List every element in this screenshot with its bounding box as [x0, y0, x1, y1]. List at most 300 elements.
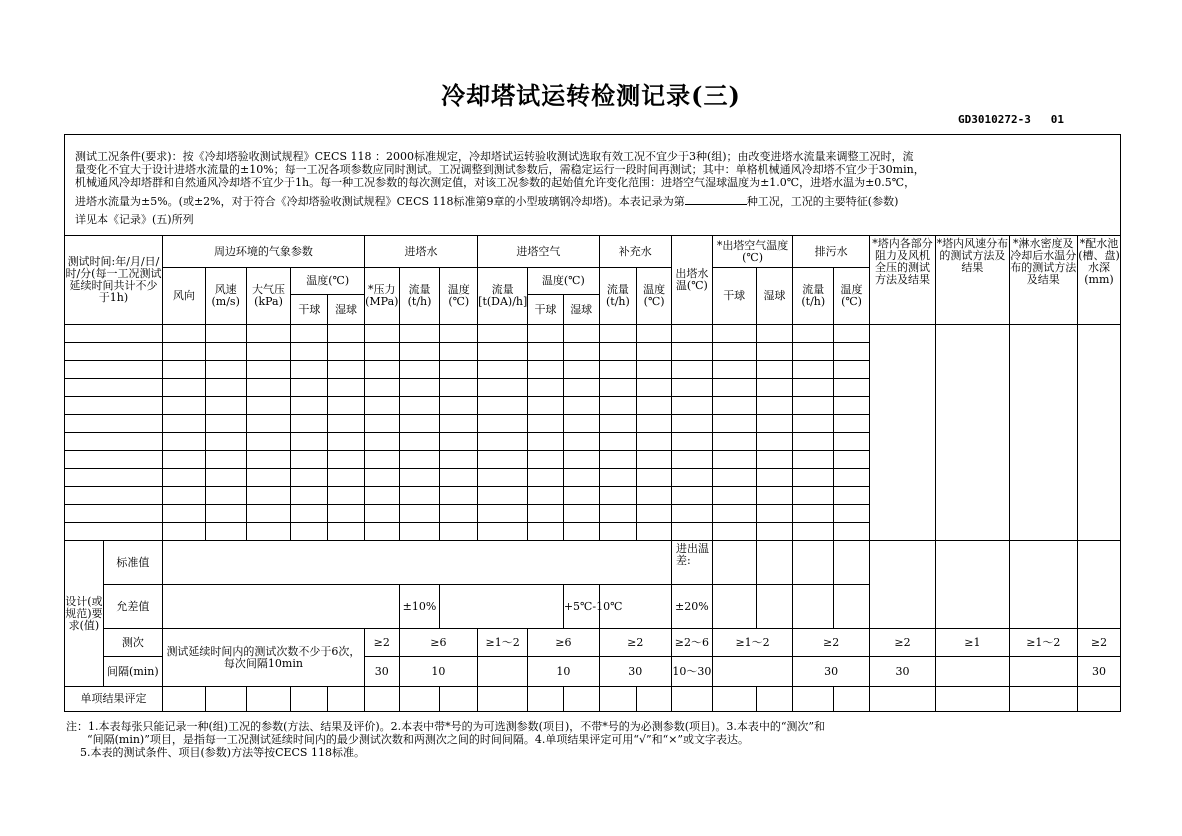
- entry-cell[interactable]: [364, 469, 399, 487]
- entry-cell[interactable]: [440, 505, 478, 523]
- entry-cell[interactable]: [712, 415, 756, 433]
- result-cell[interactable]: [528, 687, 564, 712]
- entry-cell[interactable]: [671, 433, 712, 451]
- entry-cell[interactable]: [756, 487, 793, 505]
- entry-cell[interactable]: [712, 451, 756, 469]
- count-inlet-water: ≥6: [399, 629, 478, 657]
- entry-cell[interactable]: [793, 343, 834, 361]
- result-cell[interactable]: [869, 687, 935, 712]
- entry-cell[interactable]: [528, 379, 564, 397]
- entry-cell[interactable]: [834, 505, 870, 523]
- entry-cell[interactable]: [671, 343, 712, 361]
- header-test-time: 测试时间:年/月/日/时/分(每一工况测试延续时间共计不少于1h): [65, 236, 163, 325]
- entry-cell[interactable]: [756, 505, 793, 523]
- entry-cell[interactable]: [599, 487, 637, 505]
- entry-cell[interactable]: [291, 397, 328, 415]
- entry-cell[interactable]: [712, 397, 756, 415]
- entry-cell[interactable]: [440, 325, 478, 343]
- result-cell[interactable]: [205, 687, 246, 712]
- entry-cell[interactable]: [399, 451, 440, 469]
- entry-cell[interactable]: [205, 379, 246, 397]
- entry-cell[interactable]: [328, 397, 365, 415]
- entry-cell[interactable]: [399, 469, 440, 487]
- entry-cell[interactable]: [528, 469, 564, 487]
- entry-cell[interactable]: [793, 415, 834, 433]
- entry-cell[interactable]: [637, 343, 672, 361]
- entry-cell[interactable]: [205, 397, 246, 415]
- time-entry-cell[interactable]: [65, 505, 163, 523]
- entry-cell[interactable]: [162, 469, 205, 487]
- conditions-line-1: 测试工况条件(要求)：按《冷却塔验收测试规程》CECS 118 ：2000标准规定，冷却塔试运转验收测试选取有效工况不宜少于3种(组)；由改变进塔水流量来调整工况时，流: [75, 150, 914, 163]
- time-entry-cell[interactable]: [65, 397, 163, 415]
- header-resistance: *塔内各部分阻力及风机全压的测试方法及结果: [869, 236, 935, 325]
- entry-cell[interactable]: [563, 505, 599, 523]
- entry-cell[interactable]: [671, 469, 712, 487]
- entry-cell[interactable]: [328, 469, 365, 487]
- interval-outlet-temp: 10～30: [671, 657, 712, 687]
- entry-cell[interactable]: [599, 397, 637, 415]
- entry-cell[interactable]: [328, 505, 365, 523]
- result-cell[interactable]: [756, 687, 793, 712]
- entry-cell[interactable]: [399, 325, 440, 343]
- header-outlet-wet: 湿球: [756, 268, 793, 325]
- entry-cell[interactable]: [756, 415, 793, 433]
- entry-cell[interactable]: [246, 487, 291, 505]
- header-outlet-dry: 干球: [712, 268, 756, 325]
- allowable-makeup: ±20%: [671, 585, 712, 629]
- entry-cell[interactable]: [291, 343, 328, 361]
- std-cell[interactable]: [756, 541, 793, 585]
- entry-cell[interactable]: [328, 361, 365, 379]
- result-cell[interactable]: [440, 687, 478, 712]
- std-cell[interactable]: [712, 541, 756, 585]
- method-entry-cell[interactable]: [1077, 325, 1120, 541]
- count-resistance: ≥2: [869, 629, 935, 657]
- entry-cell[interactable]: [440, 397, 478, 415]
- entry-cell[interactable]: [793, 469, 834, 487]
- allowable-flow: ±10%: [399, 585, 440, 629]
- entry-cell[interactable]: [246, 415, 291, 433]
- entry-cell[interactable]: [205, 469, 246, 487]
- entry-cell[interactable]: [291, 361, 328, 379]
- result-cell[interactable]: [637, 687, 672, 712]
- entry-cell[interactable]: [364, 343, 399, 361]
- result-cell[interactable]: [162, 687, 205, 712]
- entry-cell[interactable]: [528, 451, 564, 469]
- entry-cell[interactable]: [671, 523, 712, 541]
- entry-cell[interactable]: [834, 487, 870, 505]
- entry-cell[interactable]: [599, 361, 637, 379]
- allow-cell[interactable]: [793, 585, 834, 629]
- result-cell[interactable]: [793, 687, 834, 712]
- entry-cell[interactable]: [328, 325, 365, 343]
- header-atm-pressure: 大气压(kPa): [246, 268, 291, 325]
- header-blowdown: 排污水: [793, 236, 870, 268]
- entry-cell[interactable]: [793, 451, 834, 469]
- entry-cell[interactable]: [599, 325, 637, 343]
- entry-cell[interactable]: [162, 523, 205, 541]
- entry-cell[interactable]: [478, 379, 528, 397]
- entry-cell[interactable]: [756, 523, 793, 541]
- entry-cell[interactable]: [478, 487, 528, 505]
- entry-cell[interactable]: [671, 415, 712, 433]
- entry-cell[interactable]: [528, 397, 564, 415]
- entry-cell[interactable]: [528, 523, 564, 541]
- time-entry-cell[interactable]: [65, 487, 163, 505]
- entry-cell[interactable]: [478, 343, 528, 361]
- entry-cell[interactable]: [637, 505, 672, 523]
- entry-cell[interactable]: [712, 523, 756, 541]
- entry-cell[interactable]: [793, 505, 834, 523]
- header-env-dry: 干球: [291, 295, 328, 325]
- entry-cell[interactable]: [563, 433, 599, 451]
- entry-cell[interactable]: [162, 505, 205, 523]
- entry-cell[interactable]: [440, 433, 478, 451]
- entry-cell[interactable]: [528, 343, 564, 361]
- entry-cell[interactable]: [364, 379, 399, 397]
- result-cell[interactable]: [364, 687, 399, 712]
- std-cell[interactable]: [1009, 541, 1077, 629]
- entry-cell[interactable]: [364, 451, 399, 469]
- interval-wind-blank[interactable]: [936, 657, 1009, 687]
- entry-cell[interactable]: [528, 505, 564, 523]
- entry-cell[interactable]: [399, 397, 440, 415]
- entry-cell[interactable]: [756, 379, 793, 397]
- interval-outlet-air-blank[interactable]: [712, 657, 793, 687]
- entry-cell[interactable]: [291, 523, 328, 541]
- entry-cell[interactable]: [599, 451, 637, 469]
- entry-cell[interactable]: [712, 379, 756, 397]
- std-cell[interactable]: [869, 541, 935, 629]
- entry-cell[interactable]: [528, 415, 564, 433]
- allowable-blank-inlet[interactable]: [440, 585, 563, 629]
- entry-cell[interactable]: [440, 361, 478, 379]
- entry-cell[interactable]: [291, 415, 328, 433]
- allow-cell[interactable]: [712, 585, 756, 629]
- entry-cell[interactable]: [162, 343, 205, 361]
- method-entry-cell[interactable]: [936, 325, 1009, 541]
- entry-cell[interactable]: [756, 451, 793, 469]
- entry-cell[interactable]: [205, 415, 246, 433]
- entry-cell[interactable]: [834, 397, 870, 415]
- allow-cell[interactable]: [756, 585, 793, 629]
- entry-cell[interactable]: [440, 415, 478, 433]
- std-cell[interactable]: [1077, 541, 1120, 629]
- entry-cell[interactable]: [291, 451, 328, 469]
- result-cell[interactable]: [291, 687, 328, 712]
- entry-cell[interactable]: [478, 415, 528, 433]
- entry-cell[interactable]: [399, 343, 440, 361]
- entry-cell[interactable]: [328, 523, 365, 541]
- entry-cell[interactable]: [671, 361, 712, 379]
- duration-note: 测试延续时间内的测试次数不少于6次，每次间隔10min: [162, 629, 364, 687]
- entry-cell[interactable]: [399, 505, 440, 523]
- entry-cell[interactable]: [637, 451, 672, 469]
- entry-cell[interactable]: [563, 397, 599, 415]
- entry-cell[interactable]: [162, 415, 205, 433]
- entry-cell[interactable]: [834, 361, 870, 379]
- entry-cell[interactable]: [712, 325, 756, 343]
- entry-cell[interactable]: [599, 523, 637, 541]
- entry-cell[interactable]: [637, 415, 672, 433]
- count-inlet-pressure: ≥2: [364, 629, 399, 657]
- entry-cell[interactable]: [478, 505, 528, 523]
- time-entry-cell[interactable]: [65, 523, 163, 541]
- entry-cell[interactable]: [599, 469, 637, 487]
- time-entry-cell[interactable]: [65, 361, 163, 379]
- entry-cell[interactable]: [162, 325, 205, 343]
- entry-cell[interactable]: [291, 433, 328, 451]
- entry-cell[interactable]: [637, 379, 672, 397]
- entry-cell[interactable]: [756, 433, 793, 451]
- entry-cell[interactable]: [328, 415, 365, 433]
- interval-label: 间隔(min): [103, 657, 162, 687]
- time-entry-cell[interactable]: [65, 433, 163, 451]
- allow-cell[interactable]: [834, 585, 870, 629]
- entry-cell[interactable]: [834, 325, 870, 343]
- footnotes: [66, 720, 825, 759]
- entry-cell[interactable]: [364, 325, 399, 343]
- entry-cell[interactable]: [246, 361, 291, 379]
- entry-cell[interactable]: [793, 379, 834, 397]
- entry-cell[interactable]: [205, 505, 246, 523]
- entry-cell[interactable]: [440, 379, 478, 397]
- entry-cell[interactable]: [440, 451, 478, 469]
- entry-cell[interactable]: [834, 433, 870, 451]
- result-cell[interactable]: [712, 687, 756, 712]
- entry-cell[interactable]: [834, 379, 870, 397]
- entry-cell[interactable]: [712, 469, 756, 487]
- interval-air-flow-blank[interactable]: [478, 657, 528, 687]
- entry-cell[interactable]: [246, 451, 291, 469]
- entry-cell[interactable]: [162, 487, 205, 505]
- entry-cell[interactable]: [478, 361, 528, 379]
- entry-cell[interactable]: [637, 523, 672, 541]
- entry-cell[interactable]: [399, 361, 440, 379]
- entry-cell[interactable]: [328, 451, 365, 469]
- entry-cell[interactable]: [478, 397, 528, 415]
- entry-cell[interactable]: [712, 505, 756, 523]
- entry-cell[interactable]: [246, 343, 291, 361]
- temp-diff-label: 进出温差:: [671, 541, 712, 585]
- entry-cell[interactable]: [712, 343, 756, 361]
- entry-cell[interactable]: [399, 433, 440, 451]
- result-cell[interactable]: [936, 687, 1009, 712]
- entry-cell[interactable]: [528, 487, 564, 505]
- entry-cell[interactable]: [793, 487, 834, 505]
- time-entry-cell[interactable]: [65, 325, 163, 343]
- entry-cell[interactable]: [712, 433, 756, 451]
- entry-cell[interactable]: [478, 451, 528, 469]
- entry-cell[interactable]: [637, 433, 672, 451]
- entry-cell[interactable]: [328, 433, 365, 451]
- entry-cell[interactable]: [246, 397, 291, 415]
- entry-cell[interactable]: [440, 343, 478, 361]
- entry-cell[interactable]: [712, 487, 756, 505]
- entry-cell[interactable]: [440, 523, 478, 541]
- entry-cell[interactable]: [637, 361, 672, 379]
- entry-cell[interactable]: [671, 379, 712, 397]
- entry-cell[interactable]: [671, 325, 712, 343]
- entry-cell[interactable]: [291, 469, 328, 487]
- entry-cell[interactable]: [246, 469, 291, 487]
- entry-cell[interactable]: [793, 325, 834, 343]
- entry-cell[interactable]: [637, 469, 672, 487]
- entry-cell[interactable]: [399, 415, 440, 433]
- result-cell[interactable]: [246, 687, 291, 712]
- document-title: 冷却塔试运转检测记录(三): [441, 81, 741, 110]
- entry-cell[interactable]: [563, 379, 599, 397]
- allowable-blank-env[interactable]: [162, 585, 399, 629]
- time-entry-cell[interactable]: [65, 415, 163, 433]
- entry-cell[interactable]: [440, 487, 478, 505]
- entry-cell[interactable]: [599, 505, 637, 523]
- entry-cell[interactable]: [563, 343, 599, 361]
- entry-cell[interactable]: [599, 379, 637, 397]
- entry-cell[interactable]: [563, 325, 599, 343]
- entry-cell[interactable]: [563, 469, 599, 487]
- entry-cell[interactable]: [834, 451, 870, 469]
- entry-cell[interactable]: [637, 487, 672, 505]
- entry-cell[interactable]: [328, 343, 365, 361]
- entry-cell[interactable]: [364, 505, 399, 523]
- result-cell[interactable]: [834, 687, 870, 712]
- time-entry-cell[interactable]: [65, 379, 163, 397]
- result-cell[interactable]: [328, 687, 365, 712]
- entry-cell[interactable]: [793, 361, 834, 379]
- entry-cell[interactable]: [756, 325, 793, 343]
- entry-cell[interactable]: [671, 487, 712, 505]
- entry-cell[interactable]: [528, 325, 564, 343]
- result-cell[interactable]: [671, 687, 712, 712]
- entry-cell[interactable]: [478, 523, 528, 541]
- entry-cell[interactable]: [756, 397, 793, 415]
- entry-cell[interactable]: [528, 433, 564, 451]
- entry-cell[interactable]: [246, 379, 291, 397]
- entry-cell[interactable]: [205, 361, 246, 379]
- entry-cell[interactable]: [834, 415, 870, 433]
- entry-cell[interactable]: [364, 397, 399, 415]
- result-cell[interactable]: [563, 687, 599, 712]
- entry-cell[interactable]: [246, 433, 291, 451]
- header-blowdown-flow: 流量(t/h): [793, 268, 834, 325]
- entry-cell[interactable]: [671, 397, 712, 415]
- entry-cell[interactable]: [246, 505, 291, 523]
- entry-cell[interactable]: [756, 343, 793, 361]
- entry-cell[interactable]: [205, 451, 246, 469]
- result-cell[interactable]: [1077, 687, 1120, 712]
- header-wind-speed: 风速(m/s): [205, 268, 246, 325]
- header-wind-distribution: *塔内风速分布的测试方法及结果: [936, 236, 1009, 325]
- entry-cell[interactable]: [328, 379, 365, 397]
- time-entry-cell[interactable]: [65, 343, 163, 361]
- entry-cell[interactable]: [671, 451, 712, 469]
- entry-cell[interactable]: [834, 523, 870, 541]
- std-cell[interactable]: [936, 541, 1009, 629]
- result-cell[interactable]: [399, 687, 440, 712]
- entry-cell[interactable]: [205, 487, 246, 505]
- count-spray-density: ≥1～2: [1009, 629, 1077, 657]
- std-cell[interactable]: [834, 541, 870, 585]
- entry-cell[interactable]: [478, 433, 528, 451]
- entry-cell[interactable]: [291, 505, 328, 523]
- entry-cell[interactable]: [563, 523, 599, 541]
- entry-cell[interactable]: [162, 361, 205, 379]
- standard-values-blank[interactable]: [162, 541, 671, 585]
- entry-cell[interactable]: [162, 379, 205, 397]
- entry-cell[interactable]: [246, 325, 291, 343]
- entry-cell[interactable]: [599, 343, 637, 361]
- entry-cell[interactable]: [364, 361, 399, 379]
- entry-cell[interactable]: [364, 433, 399, 451]
- entry-cell[interactable]: [291, 487, 328, 505]
- entry-cell[interactable]: [834, 469, 870, 487]
- entry-cell[interactable]: [563, 487, 599, 505]
- entry-cell[interactable]: [364, 415, 399, 433]
- entry-cell[interactable]: [478, 325, 528, 343]
- entry-cell[interactable]: [162, 433, 205, 451]
- count-blowdown: ≥2: [793, 629, 870, 657]
- entry-cell[interactable]: [712, 361, 756, 379]
- method-entry-cell[interactable]: [1009, 325, 1077, 541]
- entry-cell[interactable]: [205, 433, 246, 451]
- entry-cell[interactable]: [399, 379, 440, 397]
- entry-cell[interactable]: [205, 343, 246, 361]
- entry-cell[interactable]: [328, 487, 365, 505]
- entry-cell[interactable]: [599, 415, 637, 433]
- entry-cell[interactable]: [834, 343, 870, 361]
- result-cell[interactable]: [599, 687, 637, 712]
- entry-cell[interactable]: [291, 325, 328, 343]
- entry-cell[interactable]: [671, 505, 712, 523]
- entry-cell[interactable]: [563, 415, 599, 433]
- result-cell[interactable]: [478, 687, 528, 712]
- entry-cell[interactable]: [478, 469, 528, 487]
- entry-cell[interactable]: [637, 325, 672, 343]
- interval-spray-blank[interactable]: [1009, 657, 1077, 687]
- method-entry-cell[interactable]: [869, 325, 935, 541]
- entry-cell[interactable]: [563, 361, 599, 379]
- entry-cell[interactable]: [364, 487, 399, 505]
- entry-cell[interactable]: [440, 469, 478, 487]
- condition-number-blank[interactable]: [685, 194, 747, 205]
- entry-cell[interactable]: [793, 523, 834, 541]
- entry-cell[interactable]: [528, 361, 564, 379]
- std-cell[interactable]: [793, 541, 834, 585]
- entry-cell[interactable]: [756, 361, 793, 379]
- entry-cell[interactable]: [205, 523, 246, 541]
- note-line-2: “间隔(min)”项目，是指每一工况测试延续时间内的最少测试次数和两测次之间的时间间隔。4.单项结果评定可用“√”和“×”或文字表达。: [66, 733, 750, 746]
- entry-cell[interactable]: [793, 397, 834, 415]
- entry-cell[interactable]: [756, 469, 793, 487]
- entry-cell[interactable]: [793, 433, 834, 451]
- entry-cell[interactable]: [364, 523, 399, 541]
- entry-cell[interactable]: [399, 523, 440, 541]
- entry-cell[interactable]: [637, 397, 672, 415]
- time-entry-cell[interactable]: [65, 469, 163, 487]
- result-cell[interactable]: [1009, 687, 1077, 712]
- time-entry-cell[interactable]: [65, 451, 163, 469]
- entry-cell[interactable]: [599, 433, 637, 451]
- entry-cell[interactable]: [246, 523, 291, 541]
- interval-resistance: 30: [869, 657, 935, 687]
- entry-cell[interactable]: [162, 451, 205, 469]
- entry-cell[interactable]: [291, 379, 328, 397]
- entry-cell[interactable]: [205, 325, 246, 343]
- entry-cell[interactable]: [162, 397, 205, 415]
- entry-cell[interactable]: [563, 451, 599, 469]
- entry-cell[interactable]: [399, 487, 440, 505]
